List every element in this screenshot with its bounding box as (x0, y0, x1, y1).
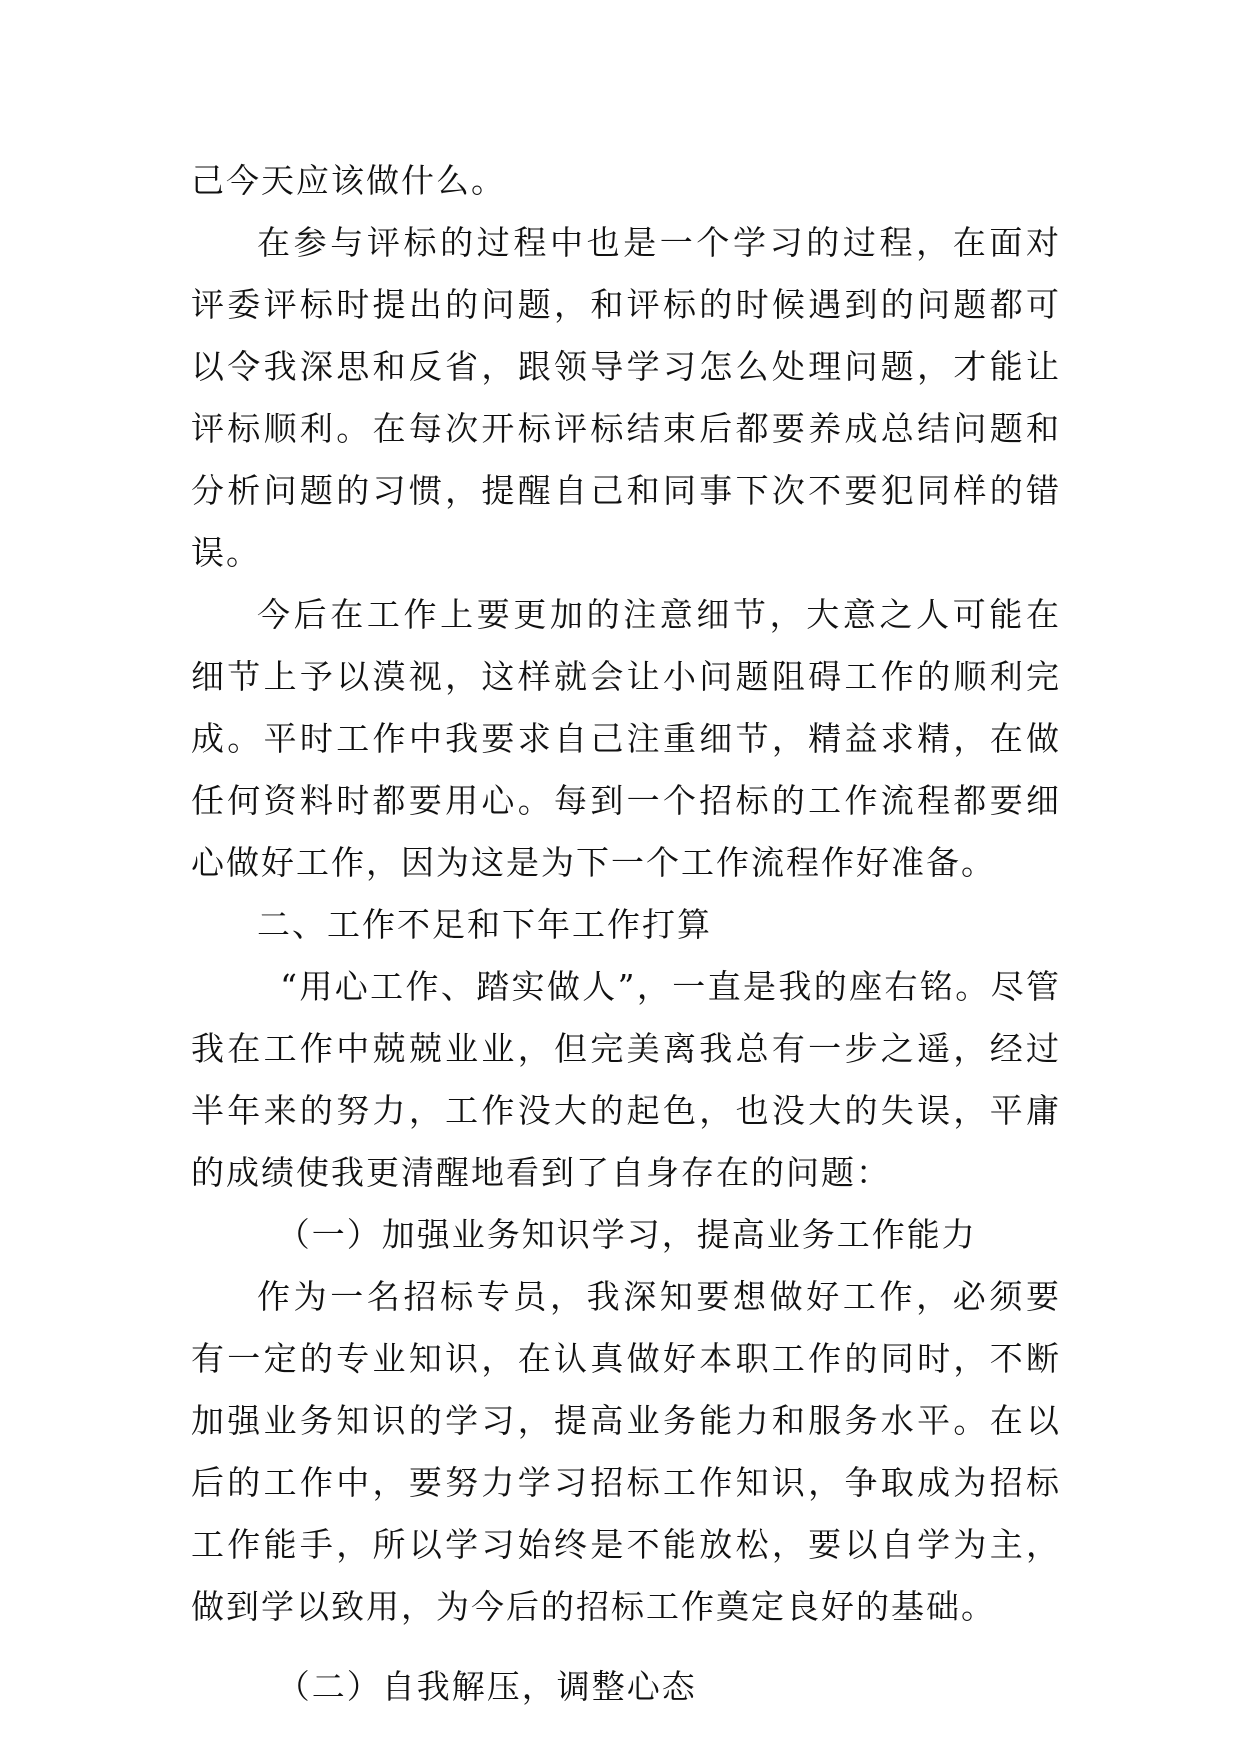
paragraph-bid-evaluation: 在参与评标的过程中也是一个学习的过程，在面对评委评标时提出的问题，和评标的时候遇到的问题都可以令我深思和反省，跟领导学习怎么处理问题，才能让评标顺利。在每次开标评标结束后都要养成总结问题和分析问题的习惯，提醒自己和同事下次不要犯同样的错误。 (191, 223, 1061, 572)
subheading-strengthen-knowledge: （一）加强业务知识学习，提高业务工作能力 (276, 1215, 977, 1254)
paragraph-attention-to-detail: 今后在工作上要更加的注意细节，大意之人可能在细节上予以漠视，这样就会让小问题阻碍工作的顺利完成。平时工作中我要求自己注重细节，精益求精，在做任何资料时都要用心。每到一个招标的工作流程都要细心做好工作，因为这是为下一个工作流程作好准备。 (191, 595, 1061, 882)
section-heading-shortcomings: 二、工作不足和下年工作打算 (257, 905, 712, 944)
paragraph-tendering-specialist: 作为一名招标专员，我深知要想做好工作，必须要有一定的专业知识，在认真做好本职工作的同时，不断加强业务知识的学习，提高业务能力和服务水平。在以后的工作中，要努力学习招标工作知识，争取成为招标工作能手，所以学习始终是不能放松，要以自学为主，做到学以致用，为今后的招标工作奠定良好的基础。 (191, 1277, 1061, 1626)
paragraph-motto: “用心工作、踏实做人”，一直是我的座右铭。尽管我在工作中兢兢业业，但完美离我总有一步之遥，经过半年来的努力，工作没大的起色，也没大的失误，平庸的成绩使我更清醒地看到了自身存在的问题： (191, 967, 1061, 1192)
paragraph-continuation: 己今天应该做什么。 (191, 161, 506, 200)
document-body (191, 150, 1061, 1718)
subheading-self-decompression: （二）自我解压，调整心态 (276, 1667, 697, 1706)
